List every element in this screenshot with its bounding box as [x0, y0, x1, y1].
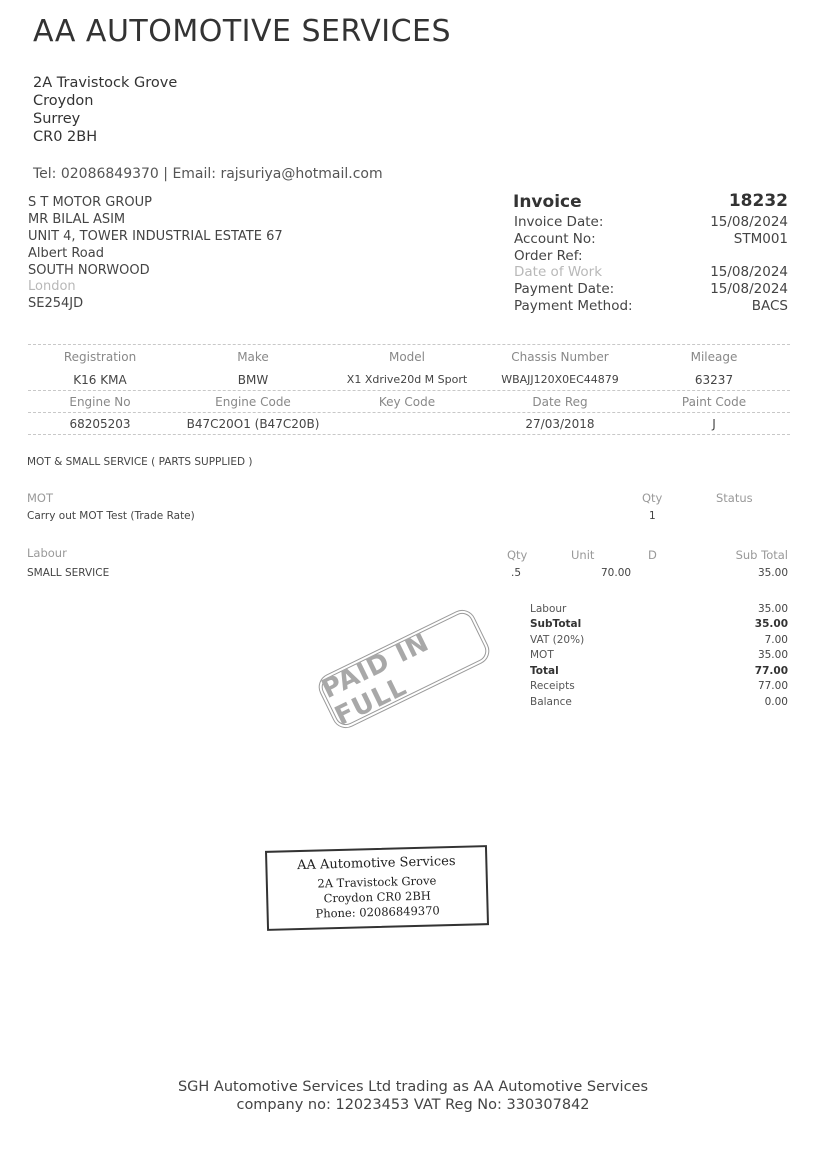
invoice-field-label: Payment Method: [514, 298, 633, 314]
labour-item-unit: 70.00 [601, 567, 632, 579]
totals-label: Labour [530, 603, 567, 615]
labour-item-qty: .5 [511, 567, 522, 579]
invoice-field-label: Invoice Date: [514, 214, 604, 230]
paid-in-full-text: PAID IN FULL [317, 627, 435, 732]
customer-line: MR BILAL ASIM [28, 212, 126, 227]
totals-value: 0.00 [764, 696, 788, 708]
company-address-line: Surrey [33, 111, 81, 127]
invoice-field-label: Order Ref: [514, 248, 583, 264]
invoice-field-value: STM001 [733, 231, 788, 247]
vehicle-mileage: 63237 [694, 373, 734, 387]
invoice-field-value: 15/08/2024 [710, 281, 788, 297]
vehicle-header: Date Reg [532, 395, 588, 409]
invoice-field-label: Account No: [514, 231, 596, 247]
labour-section-header: Labour [27, 546, 67, 560]
vehicle-header: Registration [63, 350, 137, 364]
totals-value: 77.00 [757, 680, 788, 692]
totals-label: VAT (20%) [530, 634, 585, 646]
customer-line: London [28, 279, 76, 294]
totals-label: Receipts [530, 680, 575, 692]
company-address-line: 2A Travistock Grove [33, 75, 178, 91]
labour-item-subtotal: 35.00 [757, 567, 788, 579]
labour-unit-header: Unit [571, 548, 595, 562]
invoice-title: Invoice [513, 192, 582, 212]
paid-in-full-stamp [314, 605, 494, 733]
vehicle-header: Engine Code [215, 395, 291, 409]
customer-line: Albert Road [28, 246, 104, 261]
vehicle-engine-code: B47C20O1 (B47C20B) [186, 417, 320, 431]
totals-label: Balance [530, 696, 572, 708]
vehicle-engine-no: 68205203 [69, 417, 131, 431]
rubber-stamp-line: 2A Travistock Grove [317, 873, 437, 891]
customer-line: UNIT 4, TOWER INDUSTRIAL ESTATE 67 [28, 229, 283, 244]
totals-value: 7.00 [764, 634, 788, 646]
footer-company-line: SGH Automotive Services Ltd trading as AA Automotive Services [177, 1079, 649, 1095]
job-title: MOT & SMALL SERVICE ( PARTS SUPPLIED ) [27, 456, 253, 468]
divider [28, 412, 790, 413]
totals-value: 35.00 [754, 618, 788, 630]
totals-label: SubTotal [530, 618, 582, 630]
divider [28, 344, 790, 345]
labour-qty-header: Qty [507, 548, 528, 562]
invoice-field-value: 15/08/2024 [710, 264, 788, 280]
divider [28, 390, 790, 391]
invoice-field-label: Date of Work [514, 264, 603, 280]
vehicle-header: Chassis Number [511, 350, 609, 364]
vehicle-paint-code: J [712, 417, 716, 431]
totals-value: 35.00 [757, 649, 788, 661]
company-address-line: Croydon [33, 93, 94, 109]
totals-value: 35.00 [757, 603, 788, 615]
customer-line: SE254JD [28, 296, 84, 311]
rubber-stamp-line: Croydon CR0 2BH [323, 888, 432, 906]
labour-subtotal-header: Sub Total [735, 548, 788, 562]
vehicle-registration: K16 KMA [73, 373, 127, 387]
company-name: AA AUTOMOTIVE SERVICES [33, 14, 452, 49]
company-contact: Tel: 02086849370 | Email: rajsuriya@hotmail.com [33, 166, 383, 182]
invoice-field-value: BACS [751, 298, 788, 314]
mot-item: Carry out MOT Test (Trade Rate) [27, 510, 195, 522]
mot-qty-header: Qty [642, 491, 663, 505]
totals-label: Total [530, 665, 559, 677]
company-rubber-stamp [265, 845, 489, 931]
rubber-stamp-line: Phone: 02086849370 [315, 903, 440, 921]
vehicle-date-reg: 27/03/2018 [525, 417, 595, 431]
totals-label: MOT [530, 649, 554, 661]
company-address-line: CR0 2BH [33, 129, 98, 145]
invoice-field-label: Payment Date: [514, 281, 615, 297]
vehicle-header: Paint Code [681, 395, 747, 409]
labour-discount-header: D [648, 548, 657, 562]
mot-section-header: MOT [27, 491, 53, 505]
vehicle-header: Key Code [378, 395, 436, 409]
vehicle-model: X1 Xdrive20d M Sport [346, 373, 468, 386]
vehicle-make: BMW [237, 373, 269, 387]
labour-item: SMALL SERVICE [27, 567, 110, 579]
customer-line: S T MOTOR GROUP [28, 195, 152, 210]
invoice-number: 18232 [728, 191, 788, 211]
divider [28, 434, 790, 435]
vehicle-chassis: WBAJJ120X0EC44879 [501, 373, 619, 386]
vehicle-header: Mileage [690, 350, 738, 364]
vehicle-header: Make [237, 350, 269, 364]
vehicle-header: Model [388, 350, 426, 364]
invoice-field-value: 15/08/2024 [710, 214, 788, 230]
footer-registration-line: company no: 12023453 VAT Reg No: 330307842 [236, 1097, 590, 1113]
totals-value: 77.00 [754, 665, 788, 677]
rubber-stamp-name: AA Automotive Services [296, 853, 456, 874]
vehicle-header: Engine No [69, 395, 131, 409]
customer-line: SOUTH NORWOOD [28, 263, 150, 278]
mot-status-header: Status [716, 491, 753, 505]
mot-item-qty: 1 [649, 510, 656, 522]
